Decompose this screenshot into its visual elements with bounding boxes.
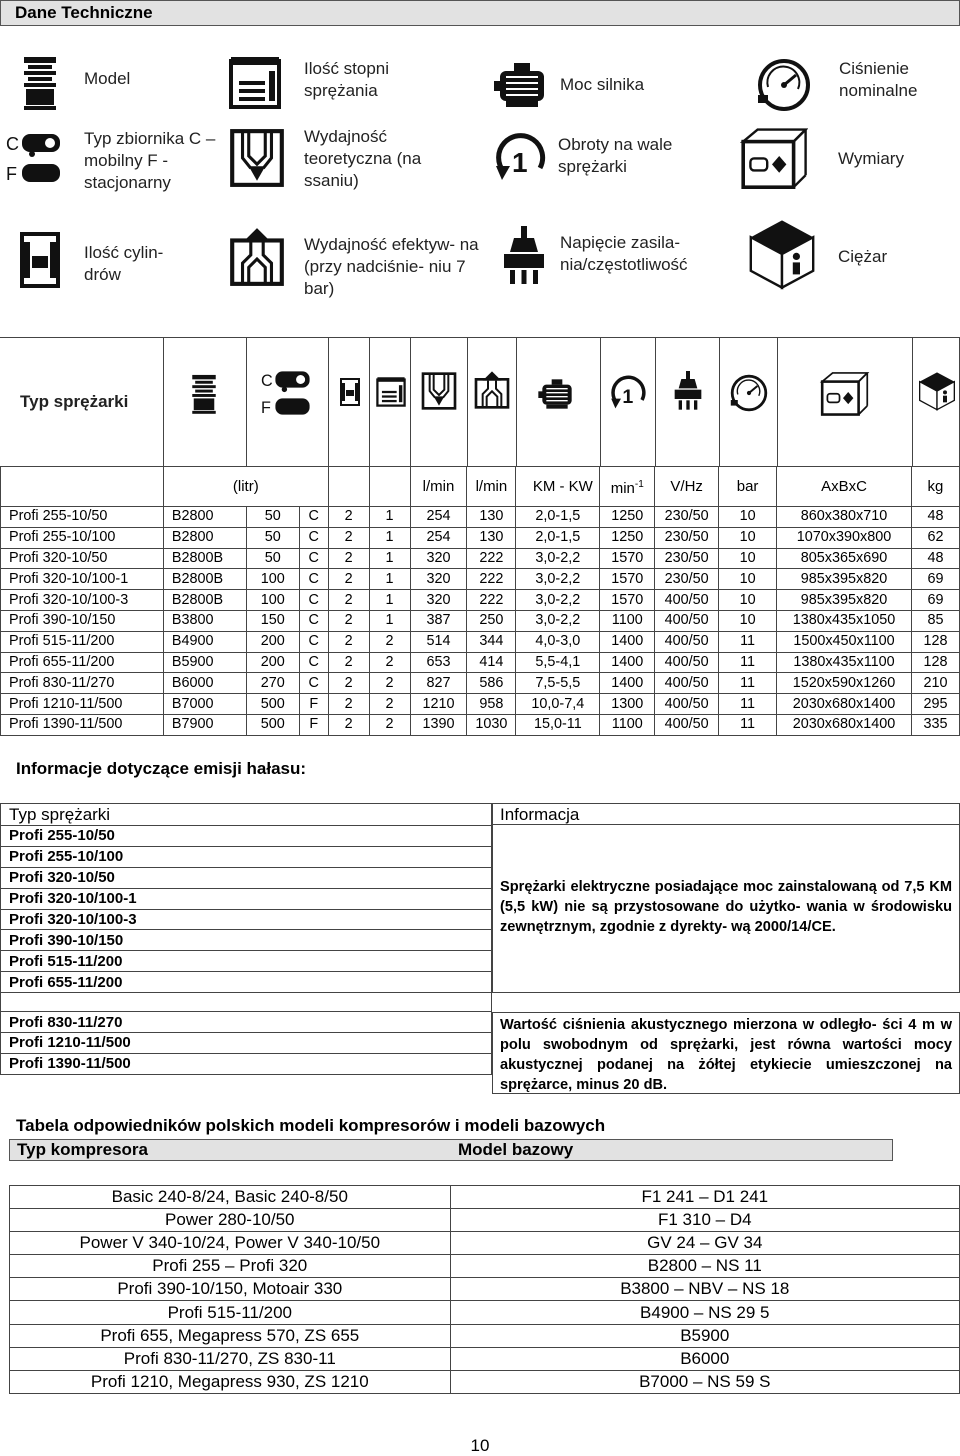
table-cell: B6000 xyxy=(163,673,246,694)
table-cell: 128 xyxy=(911,631,959,652)
table-cell: 50 xyxy=(246,548,299,569)
table-cell: 2 xyxy=(328,548,369,569)
output-icon xyxy=(472,366,512,414)
table-cell: Profi 1390-11/500 xyxy=(1,714,164,735)
table-cell: 387 xyxy=(410,610,467,631)
table-cell: 2 xyxy=(369,714,410,735)
table-cell: Profi 320-10/100-3 xyxy=(1,909,492,930)
table-cell: 3,0-2,2 xyxy=(516,569,600,590)
table-cell: 4,0-3,0 xyxy=(516,631,600,652)
table-cell: 295 xyxy=(911,694,959,715)
table-row xyxy=(1,569,960,590)
table-cell: C xyxy=(299,673,328,694)
table-row xyxy=(10,1347,960,1370)
table-cell: F xyxy=(299,714,328,735)
table-cell: 48 xyxy=(911,548,959,569)
legend-tank: Typ zbiornika C – mobilny F - stacjonarny xyxy=(84,129,216,192)
table-cell: Power V 340-10/24, Power V 340-10/50 xyxy=(10,1232,451,1255)
table-cell: C xyxy=(299,590,328,611)
table-cell: 958 xyxy=(467,694,516,715)
spec-col-motor xyxy=(516,338,600,466)
section-title: Dane Techniczne xyxy=(15,3,153,22)
table-row xyxy=(1,507,960,528)
spec-col-stages xyxy=(369,338,410,466)
table-cell: Profi 320-10/100-1 xyxy=(1,888,492,909)
spec-col-output xyxy=(467,338,516,466)
models-title: Tabela odpowiedników polskich modeli kompresorów i modeli bazowych xyxy=(16,1116,606,1135)
stages-icon xyxy=(225,53,285,113)
dimensions-icon xyxy=(808,366,878,418)
table-cell: 1300 xyxy=(600,694,655,715)
table-cell: Profi 390-10/150, Motoair 330 xyxy=(10,1278,451,1301)
spec-col-pressure xyxy=(719,338,777,466)
legend-voltage: Napięcie zasila- nia/częstotliwość xyxy=(560,233,688,274)
list-item xyxy=(1,1033,492,1054)
table-cell: 400/50 xyxy=(655,652,719,673)
table-cell: 1570 xyxy=(600,590,655,611)
motor-icon xyxy=(533,374,581,414)
table-cell: Basic 240-8/24, Basic 240-8/50 xyxy=(10,1186,451,1209)
spec-col-voltage xyxy=(655,338,719,466)
cylinder-icon xyxy=(10,230,70,290)
table-cell: 62 xyxy=(911,527,959,548)
legend-cylinders: Ilość cylin- drów xyxy=(84,243,164,284)
table-cell: 1250 xyxy=(600,507,655,528)
list-item xyxy=(1,1012,492,1033)
spec-col-rpm xyxy=(600,338,655,466)
weight-icon xyxy=(917,370,957,412)
table-cell: 2,0-1,5 xyxy=(516,507,600,528)
table-cell: 69 xyxy=(911,569,959,590)
table-cell: 1400 xyxy=(600,631,655,652)
table-cell: 400/50 xyxy=(655,673,719,694)
table-cell: 1380x435x1050 xyxy=(777,610,912,631)
table-cell: 15,0-11 xyxy=(516,714,600,735)
table-row xyxy=(1,610,960,631)
table-cell: 1 xyxy=(369,590,410,611)
table-row xyxy=(10,1232,960,1255)
unit-pressure: bar xyxy=(719,467,777,507)
table-cell: C xyxy=(299,507,328,528)
table-cell: Profi 515-11/200 xyxy=(1,951,492,972)
noise-col-info: Informacja xyxy=(492,803,960,825)
noise-group-1 xyxy=(1,826,492,993)
spec-table xyxy=(0,467,960,736)
table-cell: 335 xyxy=(911,714,959,735)
table-cell: 3,0-2,2 xyxy=(516,590,600,611)
table-cell: B4900 – NS 29 5 xyxy=(450,1301,959,1324)
table-cell: 11 xyxy=(719,714,777,735)
table-cell: 2,0-1,5 xyxy=(516,527,600,548)
table-cell: Profi 255-10/100 xyxy=(1,846,492,867)
table-cell: B5900 xyxy=(163,652,246,673)
table-cell: 320 xyxy=(410,548,467,569)
noise-type-table xyxy=(0,803,492,1075)
spec-col-model xyxy=(163,338,246,466)
table-cell: 11 xyxy=(719,631,777,652)
table-cell: 2030x680x1400 xyxy=(777,694,912,715)
unit-dimensions: AxBxC xyxy=(777,467,912,507)
tank-type-icon xyxy=(6,128,66,188)
list-item xyxy=(1,930,492,951)
table-cell: C xyxy=(299,631,328,652)
table-cell: 2 xyxy=(328,714,369,735)
spec-col-weight xyxy=(912,338,960,466)
table-cell: 10 xyxy=(719,507,777,528)
table-cell: C xyxy=(299,527,328,548)
tank-type-icon xyxy=(261,366,315,420)
table-cell: 150 xyxy=(246,610,299,631)
table-row xyxy=(1,548,960,569)
legend-dimensions: Wymiary xyxy=(838,149,904,168)
weight-icon xyxy=(746,218,818,290)
table-row xyxy=(1,714,960,735)
table-cell: 320 xyxy=(410,569,467,590)
table-cell: F1 310 – D4 xyxy=(450,1209,959,1232)
table-cell: B7900 xyxy=(163,714,246,735)
legend-model: Model xyxy=(84,69,131,88)
table-cell: 11 xyxy=(719,694,777,715)
table-cell: 2030x680x1400 xyxy=(777,714,912,735)
table-cell: Profi 320-10/100-1 xyxy=(1,569,164,590)
table-cell: 1100 xyxy=(600,610,655,631)
model-icon xyxy=(10,53,70,113)
table-cell: 2 xyxy=(328,507,369,528)
table-cell: 1 xyxy=(369,569,410,590)
table-cell: 222 xyxy=(467,569,516,590)
table-row xyxy=(10,1324,960,1347)
spec-col-dimensions xyxy=(777,338,912,466)
noise-info-1: Sprężarki elektryczne posiadające moc zainstalowaną od 7,5 KM (5,5 kW) nie są przystosowane do użytko- wania w środowisku zewnętrznym, zgodnie z dyrekty- wą 2000/14/CE. xyxy=(492,824,960,993)
rpm-icon xyxy=(607,372,649,414)
table-cell: B6000 xyxy=(450,1347,959,1370)
legend-weight: Ciężar xyxy=(838,247,888,266)
table-cell: 85 xyxy=(911,610,959,631)
table-cell: 344 xyxy=(467,631,516,652)
table-row xyxy=(10,1186,960,1209)
table-cell: B2800 – NS 11 xyxy=(450,1255,959,1278)
table-cell: Profi 830-11/270 xyxy=(1,1012,492,1033)
table-cell: 250 xyxy=(467,610,516,631)
table-cell: 230/50 xyxy=(655,527,719,548)
table-cell: C xyxy=(299,652,328,673)
table-cell: 500 xyxy=(246,694,299,715)
list-item xyxy=(1,846,492,867)
table-cell: 653 xyxy=(410,652,467,673)
table-cell: 400/50 xyxy=(655,694,719,715)
table-cell: 100 xyxy=(246,590,299,611)
table-cell: F xyxy=(299,694,328,715)
table-cell: Profi 655, Megapress 570, ZS 655 xyxy=(10,1324,451,1347)
table-cell: Profi 390-10/150 xyxy=(1,930,492,951)
noise-title: Informacje dotyczące emisji hałasu: xyxy=(16,759,307,778)
table-cell: B7000 – NS 59 S xyxy=(450,1370,959,1393)
table-cell: Profi 1210, Megapress 930, ZS 1210 xyxy=(10,1370,451,1393)
table-cell: F1 241 – D1 241 xyxy=(450,1186,959,1209)
table-row xyxy=(1,631,960,652)
table-cell: B5900 xyxy=(450,1324,959,1347)
table-cell: 1 xyxy=(369,507,410,528)
table-cell: Profi 1210-11/500 xyxy=(1,1033,492,1054)
table-cell: Power 280-10/50 xyxy=(10,1209,451,1232)
table-cell: 1070x390x800 xyxy=(777,527,912,548)
legend-output: Wydajność efektyw- na (przy nadciśnie- niu 7 bar) xyxy=(304,235,479,298)
models-table xyxy=(9,1185,960,1394)
table-cell: 2 xyxy=(328,631,369,652)
table-cell: 500 xyxy=(246,714,299,735)
table-row xyxy=(10,1209,960,1232)
table-cell: 1500x450x1100 xyxy=(777,631,912,652)
table-cell: 514 xyxy=(410,631,467,652)
table-cell: 210 xyxy=(911,673,959,694)
stages-icon xyxy=(374,372,408,412)
intake-icon xyxy=(419,368,459,414)
table-cell: 200 xyxy=(246,631,299,652)
legend-intake: Wydajność teoretyczna (na ssaniu) xyxy=(304,127,422,190)
list-item xyxy=(1,909,492,930)
spec-icon-header xyxy=(0,337,960,467)
table-cell: 230/50 xyxy=(655,548,719,569)
table-cell: B2800B xyxy=(163,569,246,590)
output-icon xyxy=(226,222,288,292)
table-cell: Profi 320-10/50 xyxy=(1,867,492,888)
table-row xyxy=(10,1370,960,1393)
table-cell: 2 xyxy=(328,527,369,548)
spec-col-cylinders xyxy=(328,338,369,466)
table-cell: 2 xyxy=(328,590,369,611)
table-cell: 400/50 xyxy=(655,631,719,652)
models-col-base: Model bazowy xyxy=(458,1140,574,1159)
table-cell: 860x380x710 xyxy=(777,507,912,528)
pressure-gauge-icon xyxy=(728,372,770,414)
table-cell: 1570 xyxy=(600,548,655,569)
table-cell: 2 xyxy=(328,610,369,631)
table-cell: 400/50 xyxy=(655,590,719,611)
table-cell: B3800 xyxy=(163,610,246,631)
table-cell: 2 xyxy=(369,673,410,694)
table-cell: Profi 320-10/100-3 xyxy=(1,590,164,611)
table-cell: B2800B xyxy=(163,548,246,569)
table-row xyxy=(1,527,960,548)
list-item xyxy=(1,972,492,993)
table-cell: 130 xyxy=(467,507,516,528)
table-cell: 69 xyxy=(911,590,959,611)
page-number: 10 xyxy=(470,1436,490,1455)
table-cell: Profi 655-11/200 xyxy=(1,652,164,673)
unit-weight: kg xyxy=(911,467,959,507)
table-cell: 254 xyxy=(410,507,467,528)
table-cell: Profi 255-10/50 xyxy=(1,826,492,847)
table-cell: 827 xyxy=(410,673,467,694)
table-cell: Profi 655-11/200 xyxy=(1,972,492,993)
unit-lmin-effective: l/min xyxy=(467,467,516,507)
unit-liters: (litr) xyxy=(163,467,328,507)
table-cell: 10 xyxy=(719,569,777,590)
table-row xyxy=(10,1255,960,1278)
table-cell: 230/50 xyxy=(655,569,719,590)
table-cell: 1570 xyxy=(600,569,655,590)
table-cell: Profi 515-11/200 xyxy=(10,1301,451,1324)
table-cell: Profi 1210-11/500 xyxy=(1,694,164,715)
noise-col-type: Typ sprężarki xyxy=(1,804,492,826)
table-cell: Profi 320-10/50 xyxy=(1,548,164,569)
table-cell: 414 xyxy=(467,652,516,673)
unit-voltage: V/Hz xyxy=(655,467,719,507)
table-cell: 222 xyxy=(467,548,516,569)
table-cell: 1250 xyxy=(600,527,655,548)
table-cell: 5,5-4,1 xyxy=(516,652,600,673)
cylinder-icon xyxy=(335,372,365,412)
table-cell: C xyxy=(299,569,328,590)
table-cell: 1030 xyxy=(467,714,516,735)
table-cell: 1100 xyxy=(600,714,655,735)
table-cell: 50 xyxy=(246,507,299,528)
list-item xyxy=(1,888,492,909)
units-row xyxy=(1,467,960,507)
table-cell: 586 xyxy=(467,673,516,694)
unit-power: KM - KW xyxy=(532,478,593,495)
plug-icon xyxy=(668,368,708,414)
table-cell: 3,0-2,2 xyxy=(516,610,600,631)
table-cell: 1400 xyxy=(600,673,655,694)
table-cell: 3,0-2,2 xyxy=(516,548,600,569)
table-cell: 1 xyxy=(369,527,410,548)
models-col-type: Typ kompresora xyxy=(17,1140,149,1159)
legend-rpm: Obroty na wale sprężarki xyxy=(558,135,673,176)
noise-info-2: Wartość ciśnienia akustycznego mierzona w odległo- ści 4 m w polu swobodnym od sprężarki, jest równa wartości mocy akustycznej podanej na żółtej etykiecie umieszczonej na sprężarce, minus 20 dB. xyxy=(492,1012,960,1094)
table-cell: 1400 xyxy=(600,652,655,673)
list-item xyxy=(1,1053,492,1074)
table-cell: 10 xyxy=(719,548,777,569)
table-cell: 1380x435x1100 xyxy=(777,652,912,673)
table-cell: Profi 830-11/270, ZS 830-11 xyxy=(10,1347,451,1370)
dimensions-icon xyxy=(736,120,808,192)
legend-motor: Moc silnika xyxy=(560,75,645,94)
table-cell: 100 xyxy=(246,569,299,590)
table-cell: GV 24 – GV 34 xyxy=(450,1232,959,1255)
table-cell: Profi 255-10/100 xyxy=(1,527,164,548)
model-icon xyxy=(182,370,226,418)
table-cell: 222 xyxy=(467,590,516,611)
table-cell: Profi 830-11/270 xyxy=(1,673,164,694)
table-cell: 10 xyxy=(719,527,777,548)
table-cell: C xyxy=(299,610,328,631)
table-cell: 2 xyxy=(369,631,410,652)
noise-group-2 xyxy=(1,1012,492,1075)
table-cell: 985x395x820 xyxy=(777,569,912,590)
list-item xyxy=(1,867,492,888)
table-cell: 320 xyxy=(410,590,467,611)
table-cell: 10,0-7,4 xyxy=(516,694,600,715)
spec-col-intake xyxy=(410,338,467,466)
legend-pressure: Ciśnienie nominalne xyxy=(839,59,918,100)
table-cell: Profi 1390-11/500 xyxy=(1,1053,492,1074)
table-cell: 1210 xyxy=(410,694,467,715)
table-cell: B2800 xyxy=(163,527,246,548)
table-cell: B3800 – NBV – NS 18 xyxy=(450,1278,959,1301)
pressure-gauge-icon xyxy=(754,55,814,115)
table-cell: 50 xyxy=(246,527,299,548)
table-cell: 11 xyxy=(719,673,777,694)
table-row xyxy=(1,590,960,611)
table-cell: 2 xyxy=(328,673,369,694)
intake-icon xyxy=(226,124,288,192)
table-cell: 200 xyxy=(246,652,299,673)
table-cell: 1 xyxy=(369,610,410,631)
plug-icon xyxy=(494,226,554,286)
table-row xyxy=(1,673,960,694)
spec-table-body xyxy=(1,507,960,736)
table-cell: 1520x590x1260 xyxy=(777,673,912,694)
table-cell: 985x395x820 xyxy=(777,590,912,611)
table-cell: 805x365x690 xyxy=(777,548,912,569)
unit-rpm: $\min^{-1}$ xyxy=(600,467,655,507)
legend-stages: Ilość stopni sprężania xyxy=(304,59,390,100)
list-item xyxy=(1,951,492,972)
table-cell: 400/50 xyxy=(655,610,719,631)
table-cell: 11 xyxy=(719,652,777,673)
spec-col-tank xyxy=(246,338,328,466)
table-cell: 10 xyxy=(719,610,777,631)
table-cell: 2 xyxy=(369,652,410,673)
table-cell: C xyxy=(299,548,328,569)
table-cell: 1 xyxy=(369,548,410,569)
table-cell: B2800 xyxy=(163,507,246,528)
section-header xyxy=(0,0,960,26)
spec-type-label: Typ sprężarki xyxy=(20,392,129,411)
list-item xyxy=(1,826,492,847)
unit-lmin-theoretical: l/min xyxy=(410,467,467,507)
rpm-icon xyxy=(490,128,550,188)
table-cell: Profi 255-10/50 xyxy=(1,507,164,528)
table-row xyxy=(1,652,960,673)
table-cell: 10 xyxy=(719,590,777,611)
table-row xyxy=(10,1278,960,1301)
table-row xyxy=(10,1301,960,1324)
table-cell: 1390 xyxy=(410,714,467,735)
table-cell: 130 xyxy=(467,527,516,548)
table-cell: B2800B xyxy=(163,590,246,611)
table-cell: 2 xyxy=(328,694,369,715)
table-cell: B4900 xyxy=(163,631,246,652)
table-cell: 2 xyxy=(328,652,369,673)
table-cell: 7,5-5,5 xyxy=(516,673,600,694)
models-header xyxy=(9,1139,893,1161)
table-cell: Profi 255 – Profi 320 xyxy=(10,1255,451,1278)
motor-icon xyxy=(492,55,552,115)
table-cell: 48 xyxy=(911,507,959,528)
table-cell: Profi 515-11/200 xyxy=(1,631,164,652)
table-cell: 270 xyxy=(246,673,299,694)
table-cell: 400/50 xyxy=(655,714,719,735)
table-row xyxy=(1,694,960,715)
table-cell: 254 xyxy=(410,527,467,548)
table-cell: B7000 xyxy=(163,694,246,715)
table-cell: 128 xyxy=(911,652,959,673)
table-cell: 2 xyxy=(328,569,369,590)
table-cell: 230/50 xyxy=(655,507,719,528)
table-cell: 2 xyxy=(369,694,410,715)
table-cell: Profi 390-10/150 xyxy=(1,610,164,631)
